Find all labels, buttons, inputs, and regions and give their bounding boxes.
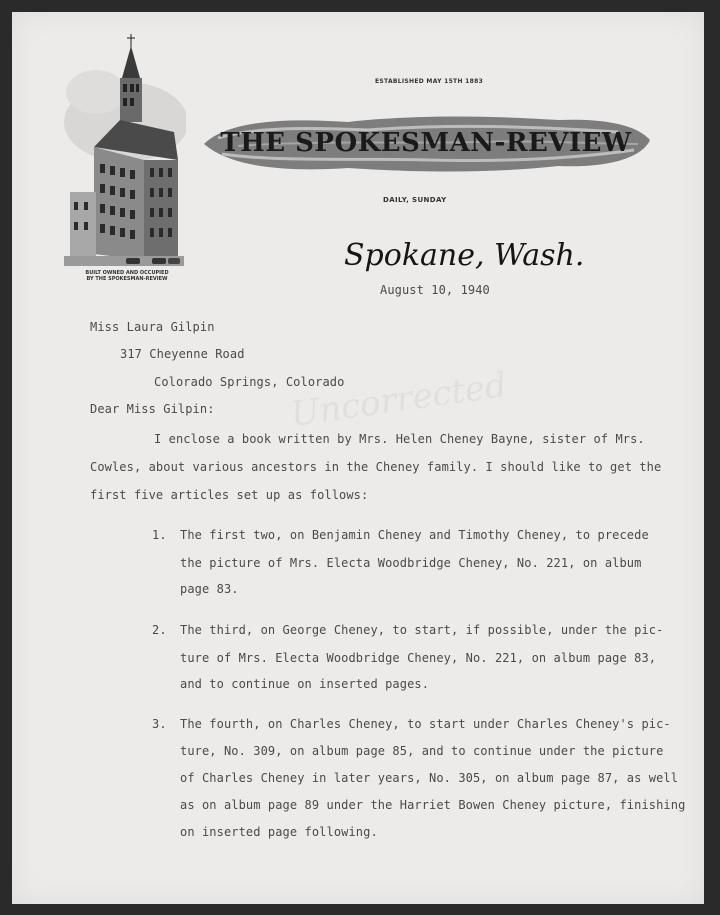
- recipient-city: Colorado Springs, Colorado: [154, 375, 345, 389]
- list-item-line: on inserted page following.: [180, 825, 378, 839]
- salutation: Dear Miss Gilpin:: [90, 402, 215, 416]
- building-illustration: [56, 32, 186, 272]
- list-item-line: and to continue on inserted pages.: [180, 677, 430, 691]
- newspaper-title: THE SPOKESMAN-REVIEW: [220, 128, 632, 158]
- building-caption: BUILT OWNED AND OCCUPIED BY THE SPOKESMAN-REVIEW: [85, 270, 169, 282]
- list-item-number: 1.: [152, 528, 167, 542]
- list-item-line: ture of Mrs. Electa Woodbridge Cheney, No. 221, on album page 83,: [180, 651, 657, 665]
- list-item-number: 2.: [152, 623, 167, 637]
- intro-line: I enclose a book written by Mrs. Helen Cheney Bayne, sister of Mrs.: [154, 432, 645, 446]
- list-item-line: The first two, on Benjamin Cheney and Timothy Cheney, to precede: [180, 528, 649, 542]
- masthead: [198, 104, 654, 184]
- recipient-name: Miss Laura Gilpin: [90, 320, 215, 334]
- intro-line: Cowles, about various ancestors in the Cheney family. I should like to get the: [90, 460, 662, 474]
- city-script: Spokane, Wash.: [344, 238, 585, 273]
- edition-line: DAILY, SUNDAY: [383, 196, 447, 204]
- list-item-line: page 83.: [180, 582, 239, 596]
- list-item-line: of Charles Cheney in later years, No. 305, on album page 87, as well: [180, 771, 679, 785]
- intro-line: first five articles set up as follows:: [90, 488, 369, 502]
- recipient-street: 317 Cheyenne Road: [120, 347, 245, 361]
- list-item-line: as on album page 89 under the Harriet Bowen Cheney picture, finishing: [180, 798, 686, 812]
- established-line: ESTABLISHED MAY 15TH 1883: [375, 78, 484, 85]
- bleed-through-watermark: Uncorrected: [288, 365, 510, 435]
- list-item-number: 3.: [152, 717, 167, 731]
- list-item-line: The fourth, on Charles Cheney, to start under Charles Cheney's pic-: [180, 717, 671, 731]
- list-item-line: The third, on George Cheney, to start, if possible, under the pic-: [180, 623, 664, 637]
- list-item-line: the picture of Mrs. Electa Woodbridge Cheney, No. 221, on album: [180, 556, 642, 570]
- letter-date: August 10, 1940: [380, 283, 490, 297]
- list-item-line: ture, No. 309, on album page 85, and to continue under the picture: [180, 744, 664, 758]
